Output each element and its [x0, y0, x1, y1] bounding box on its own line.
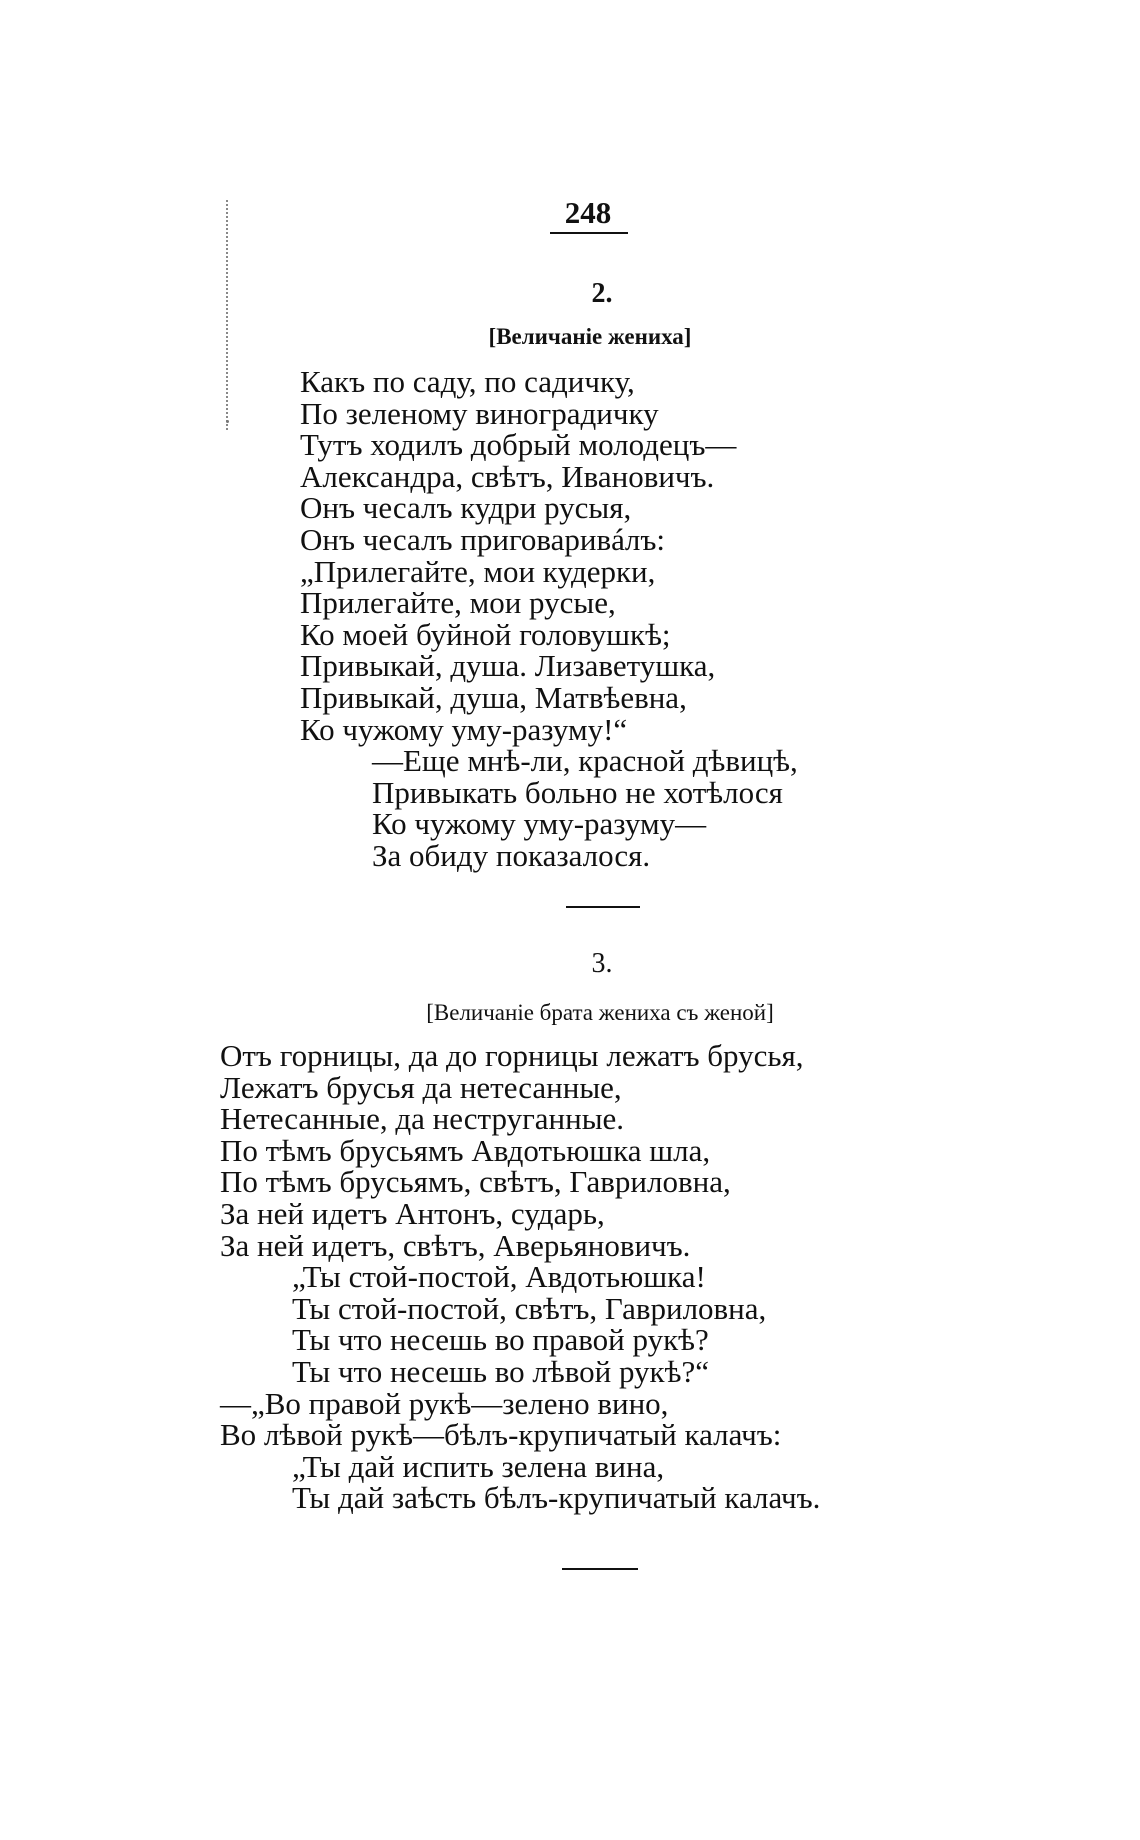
verse-line: Привыкать больно не хотѣлося [372, 774, 783, 810]
verse-line: „Ты дай испить зелена вина, [292, 1448, 665, 1484]
verse-line: Александра, свѣтъ, Ивановичъ. [300, 458, 715, 494]
section-divider [562, 1568, 638, 1570]
margin-dots [226, 200, 234, 430]
verse-line: Отъ горницы, да до горницы лежатъ брусья, [220, 1038, 804, 1073]
verse-line: —„Во правой рукѣ—зелено вино, [220, 1385, 669, 1421]
verse-line: Тутъ ходилъ добрый молодецъ— [300, 427, 737, 463]
song-heading: [Величаніе жениха] [488, 324, 692, 349]
verse-line: Привыкай, душа. Лизаветушка, [300, 648, 716, 684]
verse-line: Ко чужому уму-разуму— [372, 806, 707, 842]
song-heading: [Величаніе брата жениха съ женой] [426, 1000, 774, 1025]
verse [300, 366, 798, 872]
song-number: 3. [591, 948, 613, 979]
verse [220, 1040, 820, 1514]
verse-line: Привыкай, душа, Матвѣевна, [300, 679, 687, 715]
verse-line: —Еще мнѣ-ли, красной дѣвицѣ, [372, 743, 798, 779]
verse-line: По тѣмъ брусьямъ Авдотьюшка шла, [220, 1132, 711, 1168]
verse-line: Прилегайте, мои русые, [300, 585, 616, 621]
page-number: 248 [564, 195, 612, 230]
verse-line: Ко чужому уму-разуму!“ [300, 711, 628, 747]
verse-line: „Прилегайте, мои кудерки, [300, 553, 656, 589]
verse-line: Ко моей буйной головушкѣ; [300, 616, 671, 652]
verse-line: „Ты стой-постой, Авдотьюшка! [292, 1259, 706, 1295]
verse-line: Ты стой-постой, свѣтъ, Гавриловна, [292, 1290, 767, 1326]
verse-line: Онъ чесалъ приговаривáлъ: [300, 521, 666, 557]
section-divider [566, 906, 640, 908]
verse-line: Во лѣвой рукѣ—бѣлъ-крупичатый калачъ: [220, 1417, 782, 1453]
verse-line: Лежатъ брусья да нетесанные, [220, 1069, 622, 1105]
verse-line: Ты дай заѣсть бѣлъ-крупичатый калачъ. [292, 1480, 821, 1516]
verse-line: За обиду показалося. [372, 837, 651, 873]
song-number: 2. [591, 278, 613, 309]
verse-line: За ней идетъ, свѣтъ, Аверьяновичъ. [220, 1227, 691, 1263]
margin-speck [226, 420, 229, 423]
verse-line: Какъ по саду, по садичку, [300, 364, 635, 399]
verse-line: Онъ чесалъ кудри русыя, [300, 490, 632, 526]
verse-line: Нетесанные, да неструганные. [220, 1101, 625, 1137]
verse-line: Ты что несешь во лѣвой рукѣ?“ [292, 1353, 709, 1389]
verse-line: За ней идетъ Антонъ, сударь, [220, 1195, 605, 1231]
verse-line: По зеленому виноградичку [300, 395, 659, 431]
verse-line: Ты что несешь во правой рукѣ? [292, 1322, 709, 1358]
page-number-rule [550, 232, 628, 234]
verse-line: По тѣмъ брусьямъ, свѣтъ, Гавриловна, [220, 1164, 731, 1200]
